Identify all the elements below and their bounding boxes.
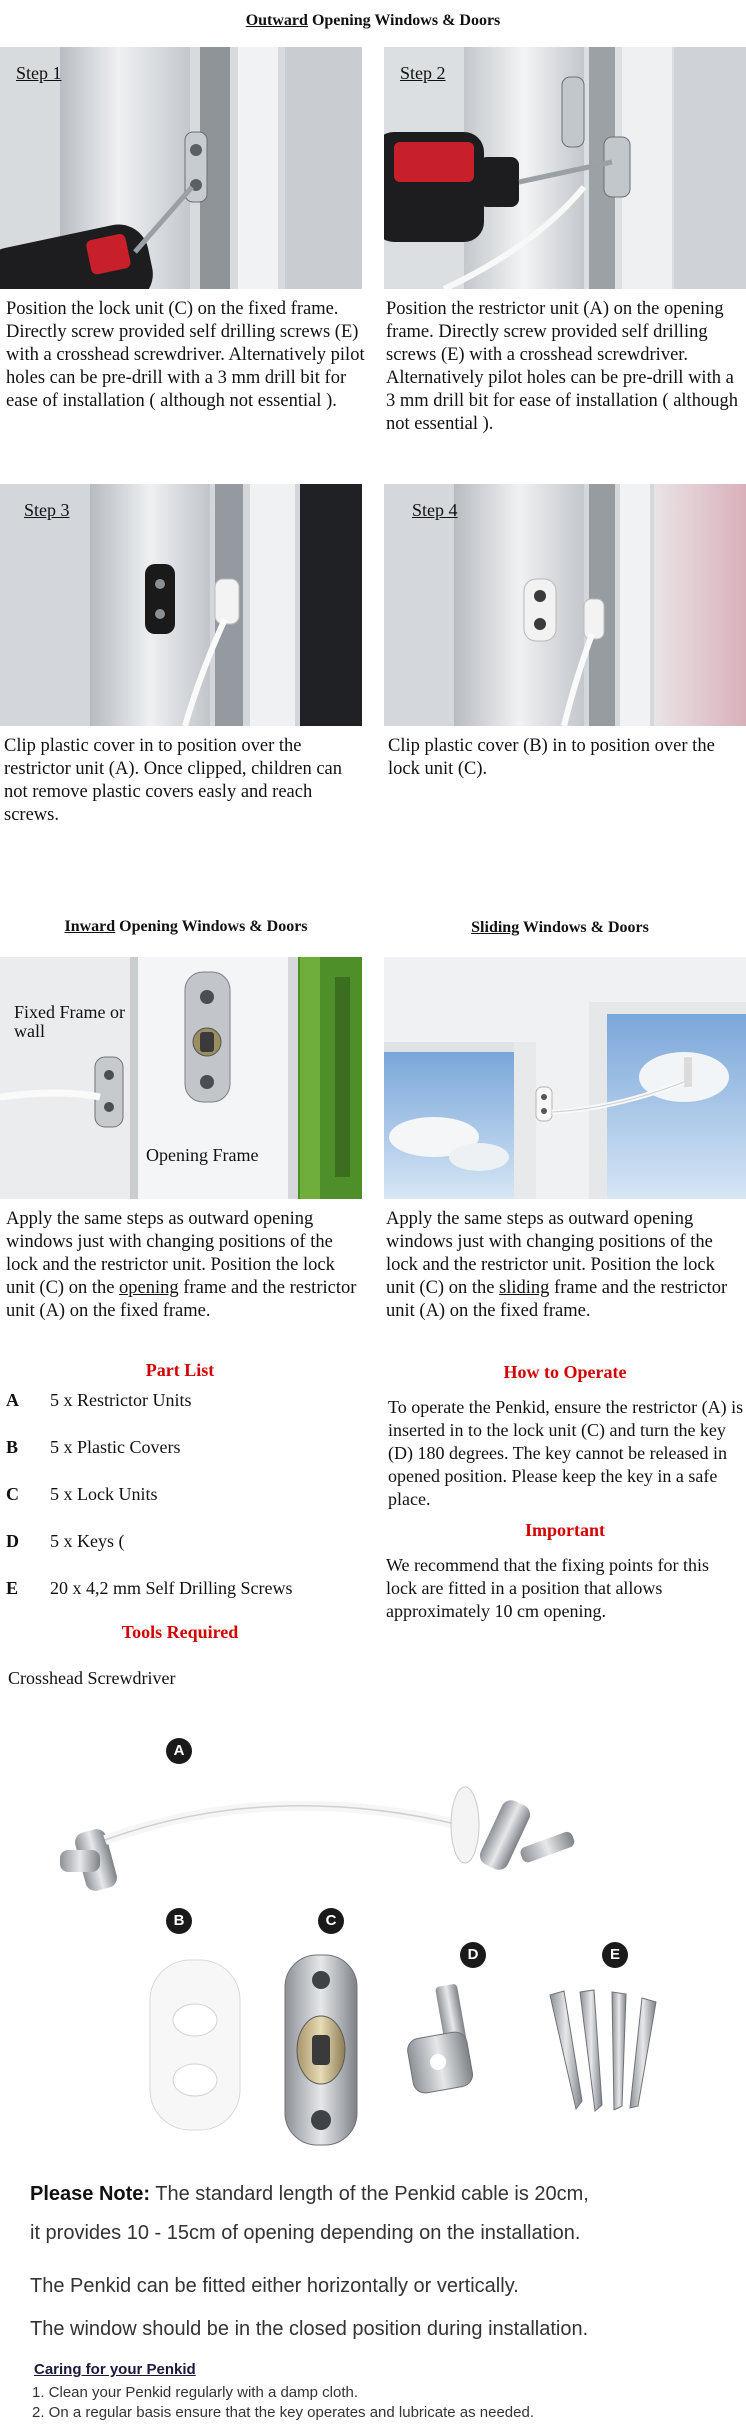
sliding-text bbox=[386, 1208, 746, 1323]
note-line-4: The window should be in the closed position during installation. bbox=[30, 2318, 589, 2340]
outward-title-rest: Opening Windows & Doors bbox=[307, 12, 501, 29]
step-4-label: Step 4 bbox=[412, 500, 458, 520]
badge-c: C bbox=[318, 1908, 344, 1934]
step-3-text: Clip plastic cover in to position over the restrictor unit (A). Once clipped, children can not remove plastic covers easly and reach screws. bbox=[4, 736, 343, 825]
step-2-label: Step 2 bbox=[400, 63, 446, 83]
note-line-1-text: The standard length of the Penkid cable is 20cm, bbox=[150, 2183, 589, 2205]
note-line-2: it provides 10 - 15cm of opening depending on the installation. bbox=[30, 2222, 581, 2244]
step-4-photo bbox=[384, 484, 746, 726]
part-text-a: 5 x Restrictor Units bbox=[50, 1390, 192, 1410]
inward-text-after: frame and the restrictor unit (A) on the fixed frame. bbox=[6, 1278, 357, 1321]
part-row-d bbox=[6, 1531, 125, 1552]
note-bold: Please Note: bbox=[30, 2183, 151, 2205]
part-letter-b: B bbox=[6, 1437, 19, 1457]
inward-title-rest: Opening Windows & Doors bbox=[115, 918, 308, 935]
note-line-1 bbox=[30, 2183, 589, 2206]
part-row-a bbox=[6, 1390, 192, 1411]
part-text-d: 5 x Keys ( bbox=[50, 1531, 125, 1551]
inward-title-underlined: Inward bbox=[64, 918, 116, 935]
part-text-c: 5 x Lock Units bbox=[50, 1484, 158, 1504]
inward-section-title bbox=[0, 918, 372, 936]
part-row-c bbox=[6, 1484, 158, 1505]
step-1-label: Step 1 bbox=[16, 63, 62, 83]
caring-item-1: 1. Clean your Penkid regularly with a damp cloth. bbox=[32, 2384, 359, 2401]
parts-illustration bbox=[20, 1730, 726, 2160]
inward-photo bbox=[0, 957, 362, 1199]
fixed-frame-label: Fixed Frame or wall bbox=[14, 1002, 125, 1041]
badge-b: B bbox=[166, 1908, 192, 1934]
inward-text-underlined: opening bbox=[119, 1278, 179, 1298]
how-to-operate-text: To operate the Penkid, ensure the restrictor (A) is inserted in to the lock unit (C) and turn the key (D) 180 degrees. The key cannot be released in opened position. Please keep the key in a safe place. bbox=[388, 1397, 744, 1509]
outward-title-underlined: Outward bbox=[245, 12, 308, 29]
sliding-text-before: Apply the same steps as outward opening windows just with changing positions of the lock and the restrictor unit. Position the lock unit (C) on the bbox=[386, 1209, 715, 1298]
part-letter-d: D bbox=[6, 1531, 19, 1551]
step-1-text: Position the lock unit (C) on the fixed frame. Directly screw provided self drilling screws (E) with a crosshead screwdriver. Alternatively pilot holes can be pre-drill with a 3 mm drill bit for ease of installation ( although not essential ). bbox=[6, 299, 365, 411]
tools-required-title: Tools Required bbox=[121, 1622, 239, 1642]
sliding-title-underlined: Sliding bbox=[471, 919, 520, 936]
step-2-text: Position the restrictor unit (A) on the opening frame. Directly screw provided self drilling screws (E) with a crosshead screwdriver. Alternatively pilot holes can be pre-drill with a 3 mm drill bit for ease of installation ( although not essential ). bbox=[386, 299, 738, 434]
sliding-text-after: frame and the restrictor unit (A) on the fixed frame. bbox=[386, 1278, 728, 1321]
part-row-e bbox=[6, 1578, 292, 1599]
caring-item-2: 2. On a regular basis ensure that the key operates and lubricate as needed. bbox=[32, 2404, 534, 2421]
sliding-photo bbox=[384, 957, 746, 1199]
sliding-section-title bbox=[374, 919, 746, 937]
part-letter-a: A bbox=[6, 1390, 19, 1410]
badge-a: A bbox=[166, 1738, 192, 1764]
badge-d: D bbox=[460, 1942, 486, 1968]
step-1-photo bbox=[0, 47, 362, 289]
step-3-label: Step 3 bbox=[24, 500, 70, 520]
sliding-illustration bbox=[384, 957, 746, 1199]
part-row-b bbox=[6, 1437, 181, 1458]
part-text-e: 20 x 4,2 mm Self Drilling Screws bbox=[50, 1578, 293, 1598]
note-line-3: The Penkid can be fitted either horizontally or vertically. bbox=[30, 2275, 519, 2297]
sliding-text-underlined: sliding bbox=[499, 1278, 550, 1298]
tools-item: Crosshead Screwdriver bbox=[8, 1668, 176, 1688]
part-text-b: 5 x Plastic Covers bbox=[50, 1437, 181, 1457]
opening-frame-label: Opening Frame bbox=[146, 1145, 259, 1165]
part-list-title: Part List bbox=[145, 1360, 215, 1380]
part-letter-e: E bbox=[6, 1578, 19, 1598]
important-text: We recommend that the fixing points for this lock are fitted in a position that allows approximately 10 cm opening. bbox=[386, 1555, 709, 1621]
sliding-title-rest: Windows & Doors bbox=[519, 919, 649, 936]
how-to-operate-title: How to Operate bbox=[503, 1362, 627, 1382]
step-4-text: Clip plastic cover (B) in to position over the lock unit (C). bbox=[388, 736, 715, 779]
important-title: Important bbox=[525, 1520, 605, 1540]
step-2-photo bbox=[384, 47, 746, 289]
inward-text-before: Apply the same steps as outward opening windows just with changing positions of the lock and the restrictor unit. Position the lock unit (C) on the bbox=[6, 1209, 335, 1298]
inward-text bbox=[6, 1208, 366, 1323]
badge-e: E bbox=[602, 1942, 628, 1968]
part-letter-c: C bbox=[6, 1484, 19, 1504]
step-3-photo bbox=[0, 484, 362, 726]
outward-section-title bbox=[0, 12, 746, 30]
caring-title: Caring for your Penkid bbox=[34, 2361, 196, 2378]
